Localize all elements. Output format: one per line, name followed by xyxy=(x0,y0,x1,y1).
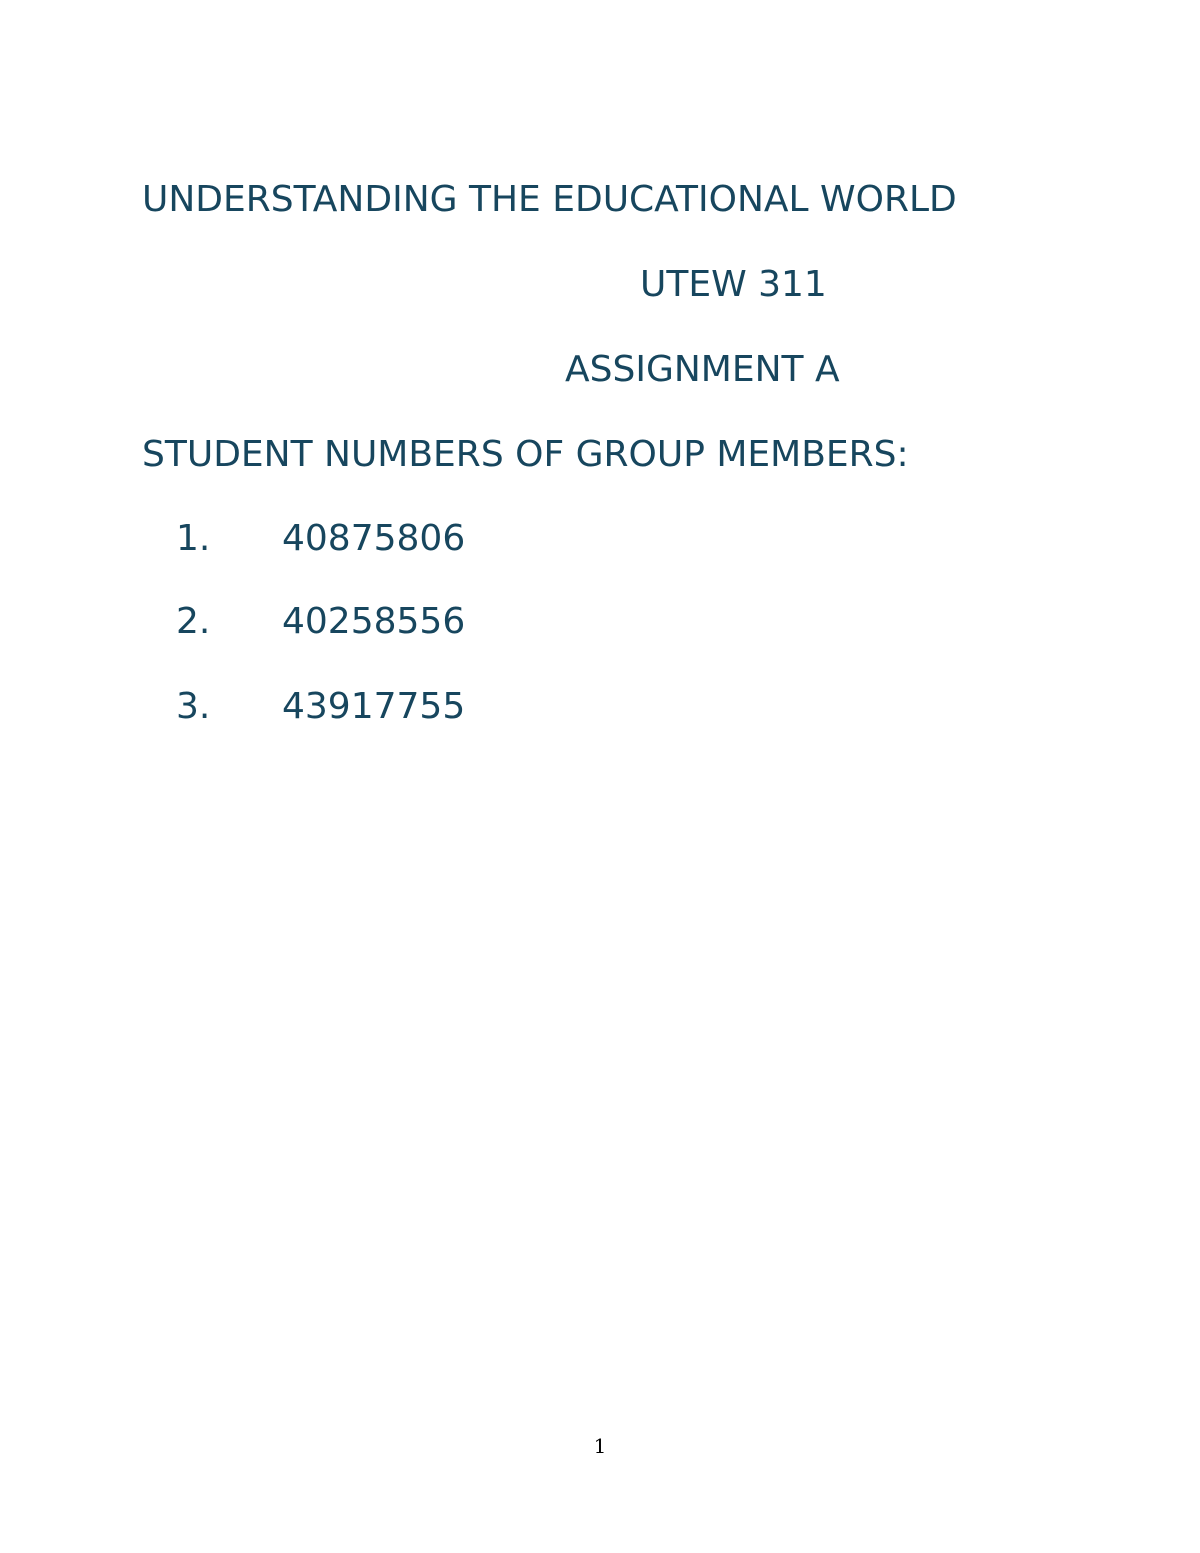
student-number: 43917755 xyxy=(282,686,466,727)
assignment-title: ASSIGNMENT A xyxy=(565,349,840,390)
member-index: 3. xyxy=(176,686,211,727)
page-number: 1 xyxy=(593,1434,607,1458)
student-number: 40875806 xyxy=(282,518,466,559)
member-index: 2. xyxy=(176,601,211,642)
members-heading: STUDENT NUMBERS OF GROUP MEMBERS: xyxy=(142,434,909,475)
course-code: UTEW 311 xyxy=(640,264,827,305)
member-index: 1. xyxy=(176,518,211,559)
course-title: UNDERSTANDING THE EDUCATIONAL WORLD xyxy=(142,179,957,220)
student-number: 40258556 xyxy=(282,601,466,642)
